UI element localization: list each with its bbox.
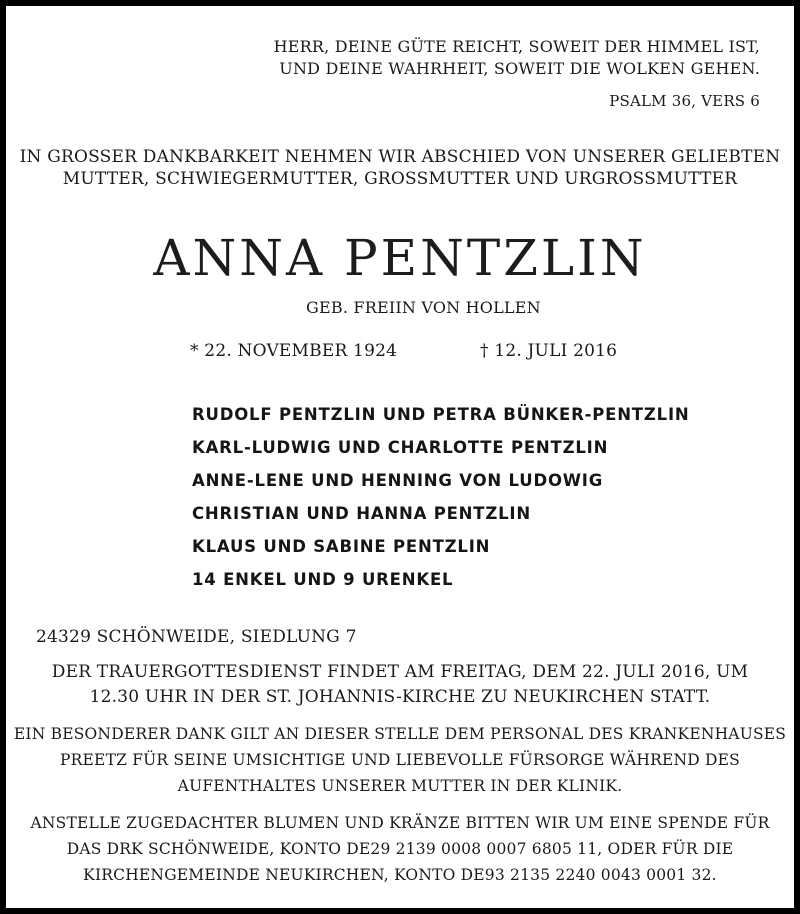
donation-line-2: DAS DRK SCHÖNWEIDE, KONTO DE29 2139 0008 0007 6805 11, ODER FÜR DIE	[66, 840, 734, 858]
thanks-line-1: EIN BESONDERER DANK GILT AN DIESER STELLE DEM PERSONAL DES KRANKENHAUSES	[13, 725, 787, 743]
verse-reference: PSALM 36, VERS 6	[609, 92, 760, 110]
birth-name: GEB. FREIIN VON HOLLEN	[306, 298, 541, 317]
service-line-1: DER TRAUERGOTTESDIENST FINDET AM FREITAG, DEM 22. JULI 2016, UM	[51, 662, 749, 682]
thanks-line-3: AUFENTHALTES UNSERER MUTTER IN DER KLINIK.	[177, 777, 623, 795]
donation-line-1: ANSTELLE ZUGEDACHTER BLUMEN UND KRÄNZE BITTEN WIR UM EINE SPENDE FÜR	[30, 814, 770, 832]
verse-line-1: HERR, DEINE GÜTE REICHT, SOWEIT DER HIMMEL IST,	[273, 37, 760, 56]
donation-line-3: KIRCHENGEMEINDE NEUKIRCHEN, KONTO DE93 2135 2240 0043 0001 32.	[83, 866, 717, 884]
birth-date: * 22. NOVEMBER 1924	[190, 341, 398, 361]
family-line: KLAUS UND SABINE PENTZLIN	[192, 537, 491, 556]
family-line: CHRISTIAN UND HANNA PENTZLIN	[192, 504, 531, 523]
intro-line-1: IN GROSSER DANKBARKEIT NEHMEN WIR ABSCHIED VON UNSERER GELIEBTEN	[19, 147, 781, 167]
death-date: † 12. JULI 2016	[480, 341, 618, 361]
family-line: KARL-LUDWIG UND CHARLOTTE PENTZLIN	[192, 438, 609, 457]
family-line: RUDOLF PENTZLIN UND PETRA BÜNKER-PENTZLIN	[192, 405, 690, 424]
service-line-2: 12.30 UHR IN DER ST. JOHANNIS-KIRCHE ZU NEUKIRCHEN STATT.	[89, 687, 711, 707]
thanks-line-2: PREETZ FÜR SEINE UMSICHTIGE UND LIEBEVOLLE FÜRSORGE WÄHREND DES	[60, 751, 740, 769]
deceased-name: ANNA PENTZLIN	[153, 229, 647, 287]
family-line: 14 ENKEL UND 9 URENKEL	[192, 570, 454, 589]
intro-line-2: MUTTER, SCHWIEGERMUTTER, GROSSMUTTER UND URGROSSMUTTER	[62, 169, 738, 189]
verse-line-2: UND DEINE WAHRHEIT, SOWEIT DIE WOLKEN GEHEN.	[279, 59, 760, 78]
family-line: ANNE-LENE UND HENNING VON LUDOWIG	[192, 471, 604, 490]
address: 24329 SCHÖNWEIDE, SIEDLUNG 7	[36, 627, 357, 647]
